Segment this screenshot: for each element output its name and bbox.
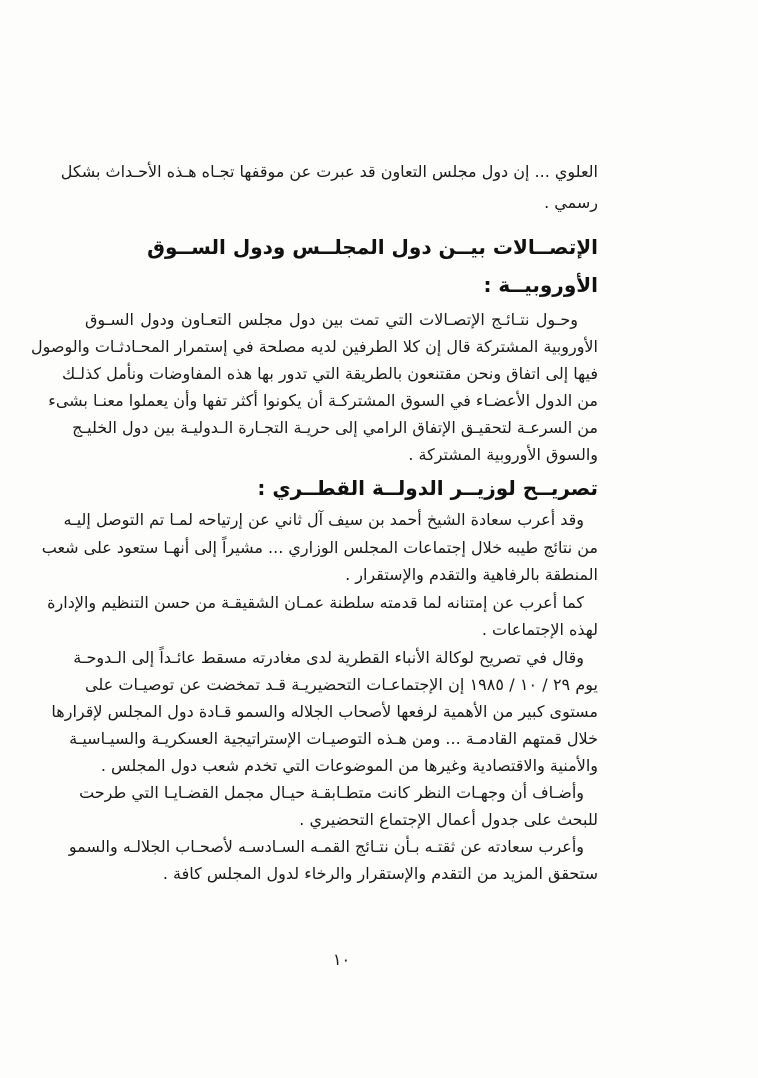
text-line: من نتائج طيبه خلال إجتماعات المجلس الوزاري ... مشيراً إلى أنهـا ستعود على شعب bbox=[41, 537, 598, 557]
text-line: وأعرب سعادته عن ثقتـه بـأن نتـائج القمـه السـادسـه لأصحـاب الجلالـه والسمو bbox=[68, 836, 584, 856]
section-heading-gcc-ec-contacts: الإتصــالات بيــن دول المجلــس ودول الســوق الأوروبيــة : bbox=[147, 235, 598, 297]
text-line: مستوى كبير من الأهمية لرفعها لأصحاب الجلاله والسمو قـادة دول المجلس لإقرارها bbox=[51, 701, 598, 721]
text-line: وقد أعرب سعادة الشيخ أحمد بن سيف آل ثاني عن إرتياحه لمـا تم التوصل إليـه bbox=[63, 510, 584, 529]
paragraph bbox=[30, 306, 598, 468]
text-line: للبحث على جدول أعمال الإجتماع التحضيري . bbox=[299, 809, 598, 829]
text-line: وأضـاف أن وجهـات النظر كانت متطـابقـة حيـال مجمل القضـايـا التي طرحت bbox=[79, 782, 584, 802]
text-line: الأوروبية المشتركة قال إن كلا الطرفين لديه مصلحة في إستمرار المحـادثـات والوصول bbox=[30, 337, 598, 356]
text-line: كما أعرب عن إمتنانه لما قدمته سلطنة عمـان الشقيقـة من حسن التنظيم والإدارة bbox=[47, 592, 584, 612]
text-line: والأمنية والاقتصادية وغيرها من الموضوعات التي تخدم شعب دول المجلس . bbox=[100, 755, 598, 775]
section-heading-qatari-minister-statement: تصريــح لوزيــر الدولــة القطــري : bbox=[257, 476, 598, 500]
text-line: خلال قمتهم القادمـة ... ومن هـذه التوصيـات الإستراتيجية العسكريـة والسيـاسيـة bbox=[69, 728, 598, 748]
text-line: رسمي . bbox=[544, 193, 598, 212]
text-line: من السرعـة لتحقيـق الإتفاق الرامي إلى حريـة التجـارة الـدوليـة بين دول الخليـج bbox=[72, 418, 598, 437]
paragraph bbox=[47, 589, 598, 644]
text-block bbox=[30, 156, 599, 887]
text-line: ستحقق المزيد من التقدم والإستقرار والرخاء لدول المجلس كافة . bbox=[162, 863, 598, 883]
text-line: وقال في تصريح لوكالة الأنباء القطرية لدى مغادرته مسقط عائـداً إلى الـدوحـة bbox=[73, 647, 584, 667]
paragraph bbox=[68, 833, 598, 887]
text-line: وحـول نتـائـج الإتصـالات التي تمت بين دول مجلس التعـاون ودول السـوق bbox=[85, 310, 578, 329]
intro-continuation-paragraph bbox=[60, 156, 598, 218]
text-line: يوم ٢٩ / ١٠ / ١٩٨٥ إن الإجتماعـات التحضيريـة قـد تمخضت عن توصيـات على bbox=[85, 674, 599, 694]
text-line: المنطقة بالرفاهية والتقدم والإستقرار . bbox=[345, 565, 598, 584]
paragraph bbox=[51, 644, 599, 779]
text-line: لهذه الإجتماعات . bbox=[481, 620, 598, 639]
text-line: من الدول الأعضـاء في السوق المشتركـة أن يكونوا أكثر تفها وأن يعملوا معنـا بشىء bbox=[48, 391, 598, 410]
text-line: العلوي ... إن دول مجلس التعاون قد عبرت عن موقفها تجـاه هـذه الأحـداث بشكل bbox=[60, 162, 598, 181]
paragraph bbox=[41, 506, 598, 589]
paragraph bbox=[79, 779, 598, 833]
text-line: والسوق الأوروبية المشتركة . bbox=[408, 445, 598, 464]
text-line: فيها إلى اتفاق ونحن مقتنعون بالطريقة التي تدور بها هذه المفاوضات ونأمل كذلـك bbox=[61, 364, 598, 383]
page-number: ١٠ bbox=[332, 950, 351, 969]
